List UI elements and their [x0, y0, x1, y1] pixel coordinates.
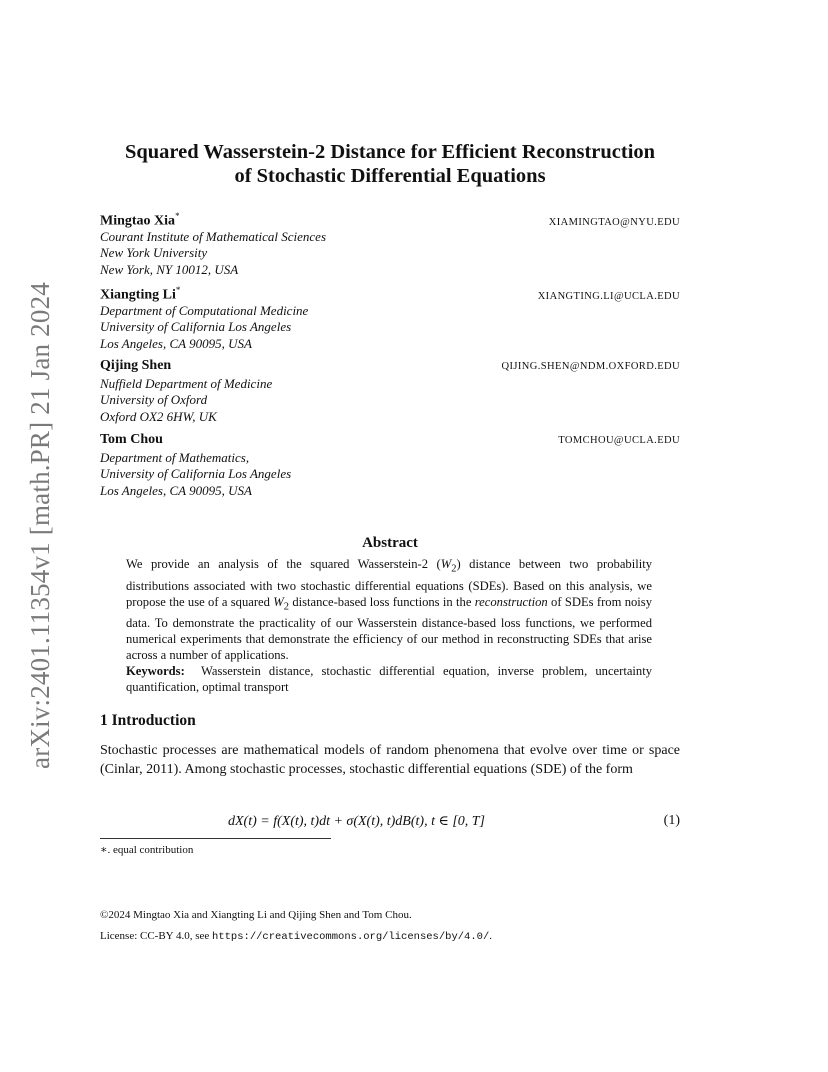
author-email[interactable]: QIJING.SHEN@NDM.OXFORD.EDU — [501, 361, 680, 372]
footnote: ∗. equal contribution — [100, 844, 194, 856]
affiliation-line: Los Angeles, CA 90095, USA — [100, 482, 252, 498]
title-line: Squared Wasserstein-2 Distance for Efficient Reconstruction — [124, 141, 656, 163]
copyright-line: ©2024 Mingtao Xia and Xiangting Li and Qijing Shen and Tom Chou. — [100, 909, 412, 921]
affiliation-line: University of California Los Angeles — [100, 466, 292, 482]
paper-title — [80, 140, 700, 188]
affiliation-line: Los Angeles, CA 90095, USA — [100, 335, 252, 351]
license-line: License: CC-BY 4.0, see https://creativecommons.org/licenses/by/4.0/. — [100, 930, 493, 943]
author-name: Qijing Shen — [100, 358, 172, 373]
keywords-label: Keywords: — [126, 664, 185, 679]
title-line: of Stochastic Differential Equations — [234, 165, 546, 187]
author-name: Xiangting Li* — [100, 285, 181, 303]
license-link[interactable]: https://creativecommons.org/licenses/by/4.0/ — [212, 931, 490, 943]
keywords-list: Wasserstein distance, stochastic differential equation, inverse problem, uncertainty quantification, optimal transport — [126, 664, 652, 695]
affiliation-line: New York, NY 10012, USA — [100, 261, 239, 277]
affiliation-line: Department of Mathematics, — [100, 450, 250, 465]
equation-number: (1) — [663, 813, 680, 828]
equation-expression: dX(t) = f(X(t), t)dt + σ(X(t), t)dB(t), t ∈ [0, T] — [228, 814, 486, 829]
footnote-rule — [100, 838, 331, 839]
abstract-body — [126, 556, 652, 695]
affiliation-line: Department of Computational Medicine — [100, 303, 309, 318]
affiliation-line: University of California Los Angeles — [100, 319, 292, 335]
author-email[interactable]: XIAMINGTAO@NYU.EDU — [548, 216, 680, 228]
author-block — [100, 285, 680, 352]
author-email[interactable]: TOMCHOU@UCLA.EDU — [558, 435, 680, 446]
author-block — [100, 432, 680, 499]
affiliation-line: Oxford OX2 6HW, UK — [100, 408, 217, 424]
keywords — [126, 663, 652, 695]
section-heading: 1 Introduction — [100, 712, 196, 729]
affiliation-line: Nuffield Department of Medicine — [100, 376, 273, 391]
affiliation-line: University of Oxford — [100, 392, 208, 408]
author-block — [100, 358, 680, 425]
abstract-heading: Abstract — [362, 535, 418, 551]
equation-1 — [100, 813, 680, 831]
arxiv-identifier-text: arXiv:2401.11354v1 [math.PR] 21 Jan 2024 — [24, 281, 55, 769]
affiliation-line: New York University — [100, 245, 208, 261]
author-name: Mingtao Xia* — [100, 211, 180, 229]
abstract-text: We provide an analysis of the squared Wasserstein-2 $(W_2)$ distance between two probability distributions associated with two stochastic differential equations (SDEs). Based on this analysis, we propose the use of a squared $W_2$ distance-based loss functions in the reconstruction of SDEs from noisy data. To demonstrate the practicality of our Wasserstein distance-based loss functions, we performed numerical experiments that demonstrate the efficiency of our method in reconstructing SDEs that arise across a number of applications. — [126, 557, 652, 663]
affiliation-line: Courant Institute of Mathematical Sciences — [100, 229, 327, 244]
author-block — [100, 211, 680, 278]
intro-paragraph: Stochastic processes are mathematical models of random phenomena that evolve over time or space (Cinlar, 2011). Among stochastic processes, stochastic differential equations (SDE) of the form — [100, 743, 680, 777]
arxiv-identifier — [20, 275, 60, 775]
author-name: Tom Chou — [100, 432, 163, 447]
author-email[interactable]: XIANGTING.LI@UCLA.EDU — [537, 290, 680, 302]
